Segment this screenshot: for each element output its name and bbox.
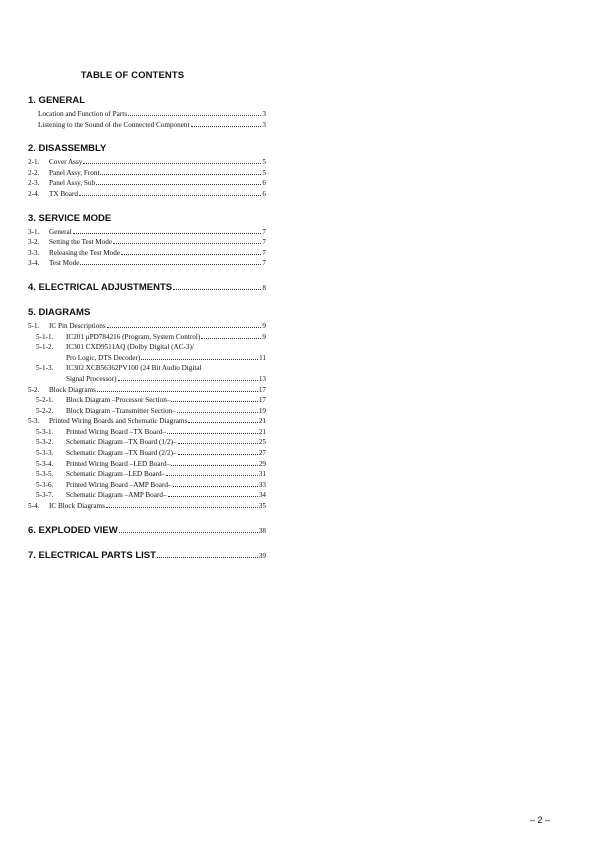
entry-number: 5-2.	[28, 385, 40, 394]
toc-entry	[28, 332, 266, 343]
entry-number: 5-2-2.	[36, 406, 54, 415]
entry-number: 3-2.	[28, 238, 40, 247]
entry-label: Schematic Diagram –AMP Board–	[66, 491, 167, 500]
entry-label: Signal Processor)	[66, 374, 117, 383]
entry-page-number: 7	[262, 259, 266, 268]
toc-entry	[28, 416, 266, 427]
dot-leader	[168, 496, 258, 497]
section-heading-label: 4. ELECTRICAL ADJUSTMENTS	[28, 281, 173, 293]
page-number: – 2 –	[529, 815, 550, 825]
entry-page-number: 17	[258, 396, 266, 405]
entry-number: 3-4.	[28, 259, 40, 268]
entry-number: 5-3-4.	[36, 459, 54, 468]
entry-page-number: 7	[262, 227, 266, 236]
dot-leader	[97, 391, 258, 392]
dot-leader	[191, 126, 262, 127]
entry-label: Block Diagram –Transmitter Section–	[66, 406, 176, 415]
dot-leader	[173, 486, 258, 487]
section-heading-label: 7. ELECTRICAL PARTS LIST	[28, 549, 156, 561]
dot-leader	[167, 433, 258, 434]
entry-label: Printed Wiring Board –AMP Board–	[66, 480, 172, 489]
dot-leader	[177, 412, 258, 413]
entry-label: Panel Assy, Sub	[49, 179, 96, 188]
entry-number: 5-1-1.	[36, 332, 54, 341]
dot-leader	[96, 184, 261, 185]
toc-entry	[28, 248, 266, 259]
entry-page-number: 21	[258, 417, 266, 426]
entry-label: Pro Logic, DTS Decoder)	[66, 353, 141, 362]
dot-leader	[171, 401, 257, 402]
dot-leader	[178, 443, 258, 444]
entry-page-number: 3	[262, 120, 266, 129]
toc-entry	[28, 459, 266, 470]
entry-number: 3-1.	[28, 227, 40, 236]
toc-entry	[28, 363, 266, 374]
entry-page-number: 7	[262, 248, 266, 257]
entry-page-number: 11	[259, 353, 266, 362]
entry-label: IC Pin Descriptions	[49, 321, 106, 330]
section-heading: 5. DIAGRAMS	[28, 306, 91, 318]
toc-entry	[28, 120, 266, 131]
entry-page-number: 35	[258, 502, 266, 511]
toc-entry	[28, 448, 266, 459]
entry-number: 5-1-3.	[36, 364, 54, 373]
dot-leader	[171, 465, 258, 466]
entry-page-number: 7	[262, 238, 266, 247]
entry-label: IC301 CXD9511AQ (Dolby Digital (AC-3)/	[66, 343, 194, 352]
entry-label: General	[49, 227, 72, 236]
dot-leader	[157, 557, 258, 558]
toc-entry	[28, 437, 266, 448]
entry-label: Location and Function of Parts	[38, 110, 128, 118]
toc-entry	[28, 395, 266, 406]
entry-number: 2-2.	[28, 168, 40, 177]
toc-entry	[28, 501, 266, 512]
section-heading: 1. GENERAL	[28, 95, 86, 106]
entry-page-number: 27	[258, 449, 266, 458]
toc-entry	[28, 178, 266, 189]
section-heading: 2. DISASSEMBLY	[28, 143, 107, 155]
entry-label: IC Block Diagrams	[49, 502, 105, 511]
dot-leader	[188, 422, 258, 423]
toc-entry	[28, 321, 266, 332]
toc-entry	[28, 157, 266, 168]
entry-page-number: 9	[262, 332, 266, 341]
entry-label: IC302 XCB56362PV100 (24 Bit Audio Digital	[66, 364, 202, 373]
toc-entry	[28, 374, 266, 385]
entry-label: Block Diagrams	[49, 385, 96, 394]
entry-page-number: 6	[262, 179, 266, 188]
entry-page-number: 3	[262, 110, 266, 118]
entry-number: 2-4.	[28, 189, 40, 198]
section-heading	[28, 525, 266, 537]
section-heading	[28, 550, 266, 562]
entry-label: Cover Assy	[49, 158, 83, 167]
entry-label: Printed Wiring Board –LED Board–	[66, 459, 171, 468]
entry-label: Printed Wiring Board –TX Board–	[66, 427, 166, 436]
toc-entry	[28, 353, 266, 364]
entry-number: 5-2-1.	[36, 396, 54, 405]
entry-page-number: 5	[262, 168, 266, 177]
page-title: TABLE OF CONTENTS	[80, 70, 185, 81]
toc-entry	[28, 480, 266, 491]
section-page-number: 8	[262, 283, 266, 292]
dot-leader	[118, 380, 258, 381]
entry-label: IC201 μPD784216 (Program, System Control)	[66, 332, 201, 341]
entry-page-number: 33	[258, 480, 266, 489]
entry-number: 5-4.	[28, 502, 40, 511]
entry-number: 5-1.	[28, 321, 40, 330]
dot-leader	[80, 264, 261, 265]
dot-leader	[73, 233, 262, 234]
dot-leader	[107, 327, 262, 328]
section-heading-label: 6. EXPLODED VIEW	[28, 524, 118, 536]
dot-leader	[83, 163, 261, 164]
toc-entry	[28, 109, 266, 120]
entry-page-number: 17	[258, 385, 266, 394]
entry-number: 2-3.	[28, 179, 40, 188]
toc-entry	[28, 385, 266, 396]
entry-page-number: 34	[258, 491, 266, 500]
entry-page-number: 21	[258, 427, 266, 436]
dot-leader	[119, 532, 258, 533]
dot-leader	[141, 359, 258, 360]
entry-number: 5-3-3.	[36, 449, 54, 458]
dot-leader	[113, 243, 261, 244]
toc-entry	[28, 427, 266, 438]
toc-entry	[28, 490, 266, 501]
toc-entry	[28, 469, 266, 480]
entry-number: 3-3.	[28, 248, 40, 257]
entry-label: Block Diagram –Processor Section–	[66, 396, 171, 405]
section-heading: 3. SERVICE MODE	[28, 212, 112, 224]
entry-page-number: 5	[262, 158, 266, 167]
dot-leader	[166, 475, 258, 476]
entry-number: 5-3-2.	[36, 438, 54, 447]
dot-leader	[201, 338, 261, 339]
entry-label: Schematic Diagram –TX Board (1/2)–	[66, 438, 177, 447]
toc-entry	[28, 406, 266, 417]
section-page-number: 38	[258, 526, 266, 535]
entry-label: TX Board	[49, 189, 78, 198]
entry-page-number: 9	[262, 321, 266, 330]
entry-page-number: 19	[258, 406, 266, 415]
dot-leader	[100, 174, 261, 175]
entry-label: Releasing the Test Mode	[49, 248, 121, 257]
entry-number: 5-1-2.	[36, 343, 54, 352]
entry-number: 2-1.	[28, 158, 40, 167]
entry-label: Test Mode	[49, 259, 80, 268]
entry-number: 5-3-6.	[36, 480, 54, 489]
dot-leader	[79, 195, 261, 196]
toc-entry	[28, 227, 266, 238]
toc-entry	[28, 237, 266, 248]
table-of-contents	[28, 95, 266, 562]
toc-entry	[28, 189, 266, 200]
entry-page-number: 6	[262, 189, 266, 198]
entry-page-number: 29	[258, 459, 266, 468]
dot-leader	[178, 454, 258, 455]
entry-label: Setting the Test Mode	[49, 238, 113, 247]
section-page-number: 39	[258, 551, 266, 560]
entry-number: 5-3.	[28, 417, 40, 426]
toc-entry	[28, 342, 266, 353]
toc-entry	[28, 258, 266, 269]
dot-leader	[121, 254, 261, 255]
entry-label: Schematic Diagram –LED Board–	[66, 470, 166, 479]
entry-label: Schematic Diagram –TX Board (2/2)–	[66, 449, 177, 458]
entry-label: Listening to the Sound of the Connected Component	[38, 120, 190, 129]
entry-label: Printed Wiring Boards and Schematic Diagrams	[49, 417, 188, 426]
section-heading	[28, 282, 266, 294]
toc-entry	[28, 168, 266, 179]
dot-leader	[106, 507, 258, 508]
entry-number: 5-3-7.	[36, 491, 54, 500]
entry-number: 5-3-5.	[36, 470, 54, 479]
entry-page-number: 25	[258, 438, 266, 447]
dot-leader	[173, 289, 261, 290]
entry-page-number: 13	[258, 374, 266, 383]
entry-label: Panel Assy, Front	[49, 168, 100, 177]
dot-leader	[128, 115, 261, 116]
entry-number: 5-3-1.	[36, 427, 54, 436]
entry-page-number: 31	[258, 470, 266, 479]
